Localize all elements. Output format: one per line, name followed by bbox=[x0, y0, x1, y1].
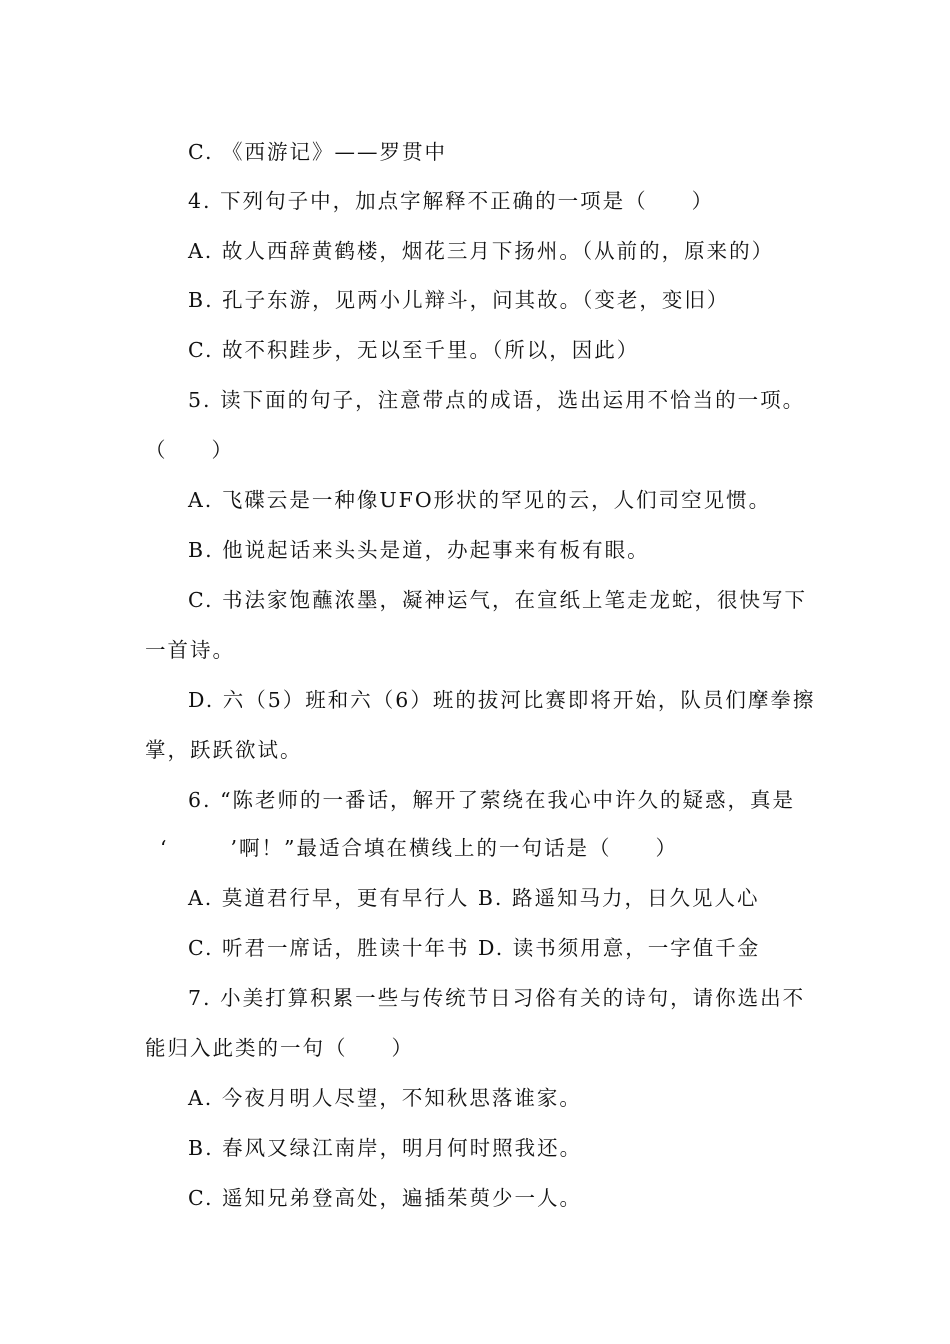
option-a-q4: A. 故人西辞黄鹤楼，烟花三月下扬州。（从前的，原来的） bbox=[188, 239, 775, 263]
question-6: 6. “陈老师的一番话，解开了萦绕在我心中许久的疑惑，真是 bbox=[188, 788, 796, 812]
question-6-continued: ‘ ’啊！”最适合填在横线上的一句话是（ ） bbox=[160, 836, 679, 860]
option-b-q7: B. 春风又绿江南岸，明月何时照我还。 bbox=[188, 1136, 583, 1160]
options-ab-q6: A. 莫道君行早，更有早行人 B. 路遥知马力，日久见人心 bbox=[188, 886, 760, 910]
option-b-q5: B. 他说起话来头头是道，办起事来有板有眼。 bbox=[188, 538, 650, 562]
option-d-q5-continued: 掌，跃跃欲试。 bbox=[145, 738, 303, 762]
question-7-continued: 能归入此类的一句（ ） bbox=[145, 1036, 414, 1060]
question-5-answer-blank: （ ） bbox=[145, 438, 234, 462]
option-c-q4: C. 故不积跬步，无以至千里。（所以，因此） bbox=[188, 338, 640, 362]
option-b-q4: B. 孔子东游，见两小儿辩斗，问其故。（变老，变旧） bbox=[188, 288, 730, 312]
option-c-q5: C. 书法家饱蘸浓墨，凝神运气，在宣纸上笔走龙蛇，很快写下 bbox=[188, 588, 807, 612]
option-a-q7: A. 今夜月明人尽望，不知秋思落谁家。 bbox=[188, 1086, 582, 1110]
option-c-q7: C. 遥知兄弟登高处，遍插茱萸少一人。 bbox=[188, 1186, 582, 1210]
option-c-q5-continued: 一首诗。 bbox=[145, 638, 235, 662]
options-cd-q6: C. 听君一席话，胜读十年书 D. 读书须用意，一字值千金 bbox=[188, 936, 761, 960]
question-4: 4. 下列句子中，加点字解释不正确的一项是（ ） bbox=[188, 189, 715, 213]
option-a-q5: A. 飞碟云是一种像UFO形状的罕见的云，人们司空见惯。 bbox=[188, 488, 772, 512]
question-7: 7. 小美打算积累一些与传统节日习俗有关的诗句，请你选出不 bbox=[188, 986, 806, 1010]
option-d-q5: D. 六（5）班和六（6）班的拔河比赛即将开始，队员们摩拳擦 bbox=[188, 688, 816, 712]
question-5: 5. 读下面的句子，注意带点的成语，选出运用不恰当的一项。 bbox=[188, 388, 806, 412]
option-c-q3: C. 《西游记》——罗贯中 bbox=[188, 140, 447, 164]
